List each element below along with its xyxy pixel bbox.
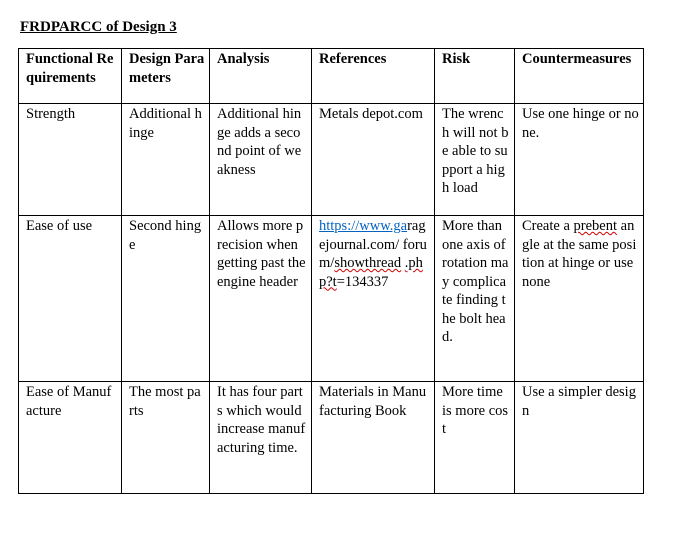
cell-risk: The wrench will not be able to support a high load (435, 104, 515, 216)
cell-reference (312, 216, 435, 382)
table-row (19, 382, 644, 494)
reference-spell-showthread: showthread (334, 255, 402, 271)
cell-requirement: Strength (19, 104, 122, 216)
cell-parameter: Additional hinge (122, 104, 210, 216)
reference-spell-php: .php?t (319, 255, 423, 290)
cell-parameter: The most parts (122, 382, 210, 494)
cell-countermeasure (515, 216, 644, 382)
header-design-parameters: Design Parameters (122, 49, 210, 104)
reference-tail: =134337 (336, 273, 389, 290)
cell-parameter: Second hinge (122, 216, 210, 382)
cell-requirement: Ease of Manufacture (19, 382, 122, 494)
reference-link-rest: ragejournal.com/ forum/ (319, 218, 427, 271)
reference-link[interactable]: https://www.ga (319, 218, 408, 234)
cell-reference: Metals depot.com (312, 104, 435, 216)
frdparcc-table (18, 48, 644, 494)
cell-analysis: Allows more precision when getting past the engine header (210, 216, 312, 382)
document-title: FRDPARCC of Design 3 (20, 19, 177, 35)
header-functional-requirements: Functional Requirements (19, 49, 122, 104)
table-row (19, 216, 644, 382)
cell-analysis: It has four parts which would increase manufacturing time. (210, 382, 312, 494)
header-analysis: Analysis (210, 49, 312, 104)
cell-risk: More than one axis of rotation may complicate finding the bolt head. (435, 216, 515, 382)
header-countermeasures: Countermeasures (515, 49, 644, 104)
cell-reference: Materials in Manufacturing Book (312, 382, 435, 494)
header-references: References (312, 49, 435, 104)
header-row (19, 49, 644, 104)
cell-risk: More time is more cost (435, 382, 515, 494)
countermeasure-text-end: angle at the same position at hinge or use none (522, 218, 637, 290)
cell-analysis: Additional hinge adds a second point of weakness (210, 104, 312, 216)
cell-countermeasure: Use one hinge or none. (515, 104, 644, 216)
countermeasure-spell-prebent: prebent (573, 218, 618, 234)
countermeasure-text-start: Create a (522, 218, 574, 234)
table-row (19, 104, 644, 216)
header-risk: Risk (435, 49, 515, 104)
cell-requirement: Ease of use (19, 216, 122, 382)
cell-countermeasure: Use a simpler design (515, 382, 644, 494)
